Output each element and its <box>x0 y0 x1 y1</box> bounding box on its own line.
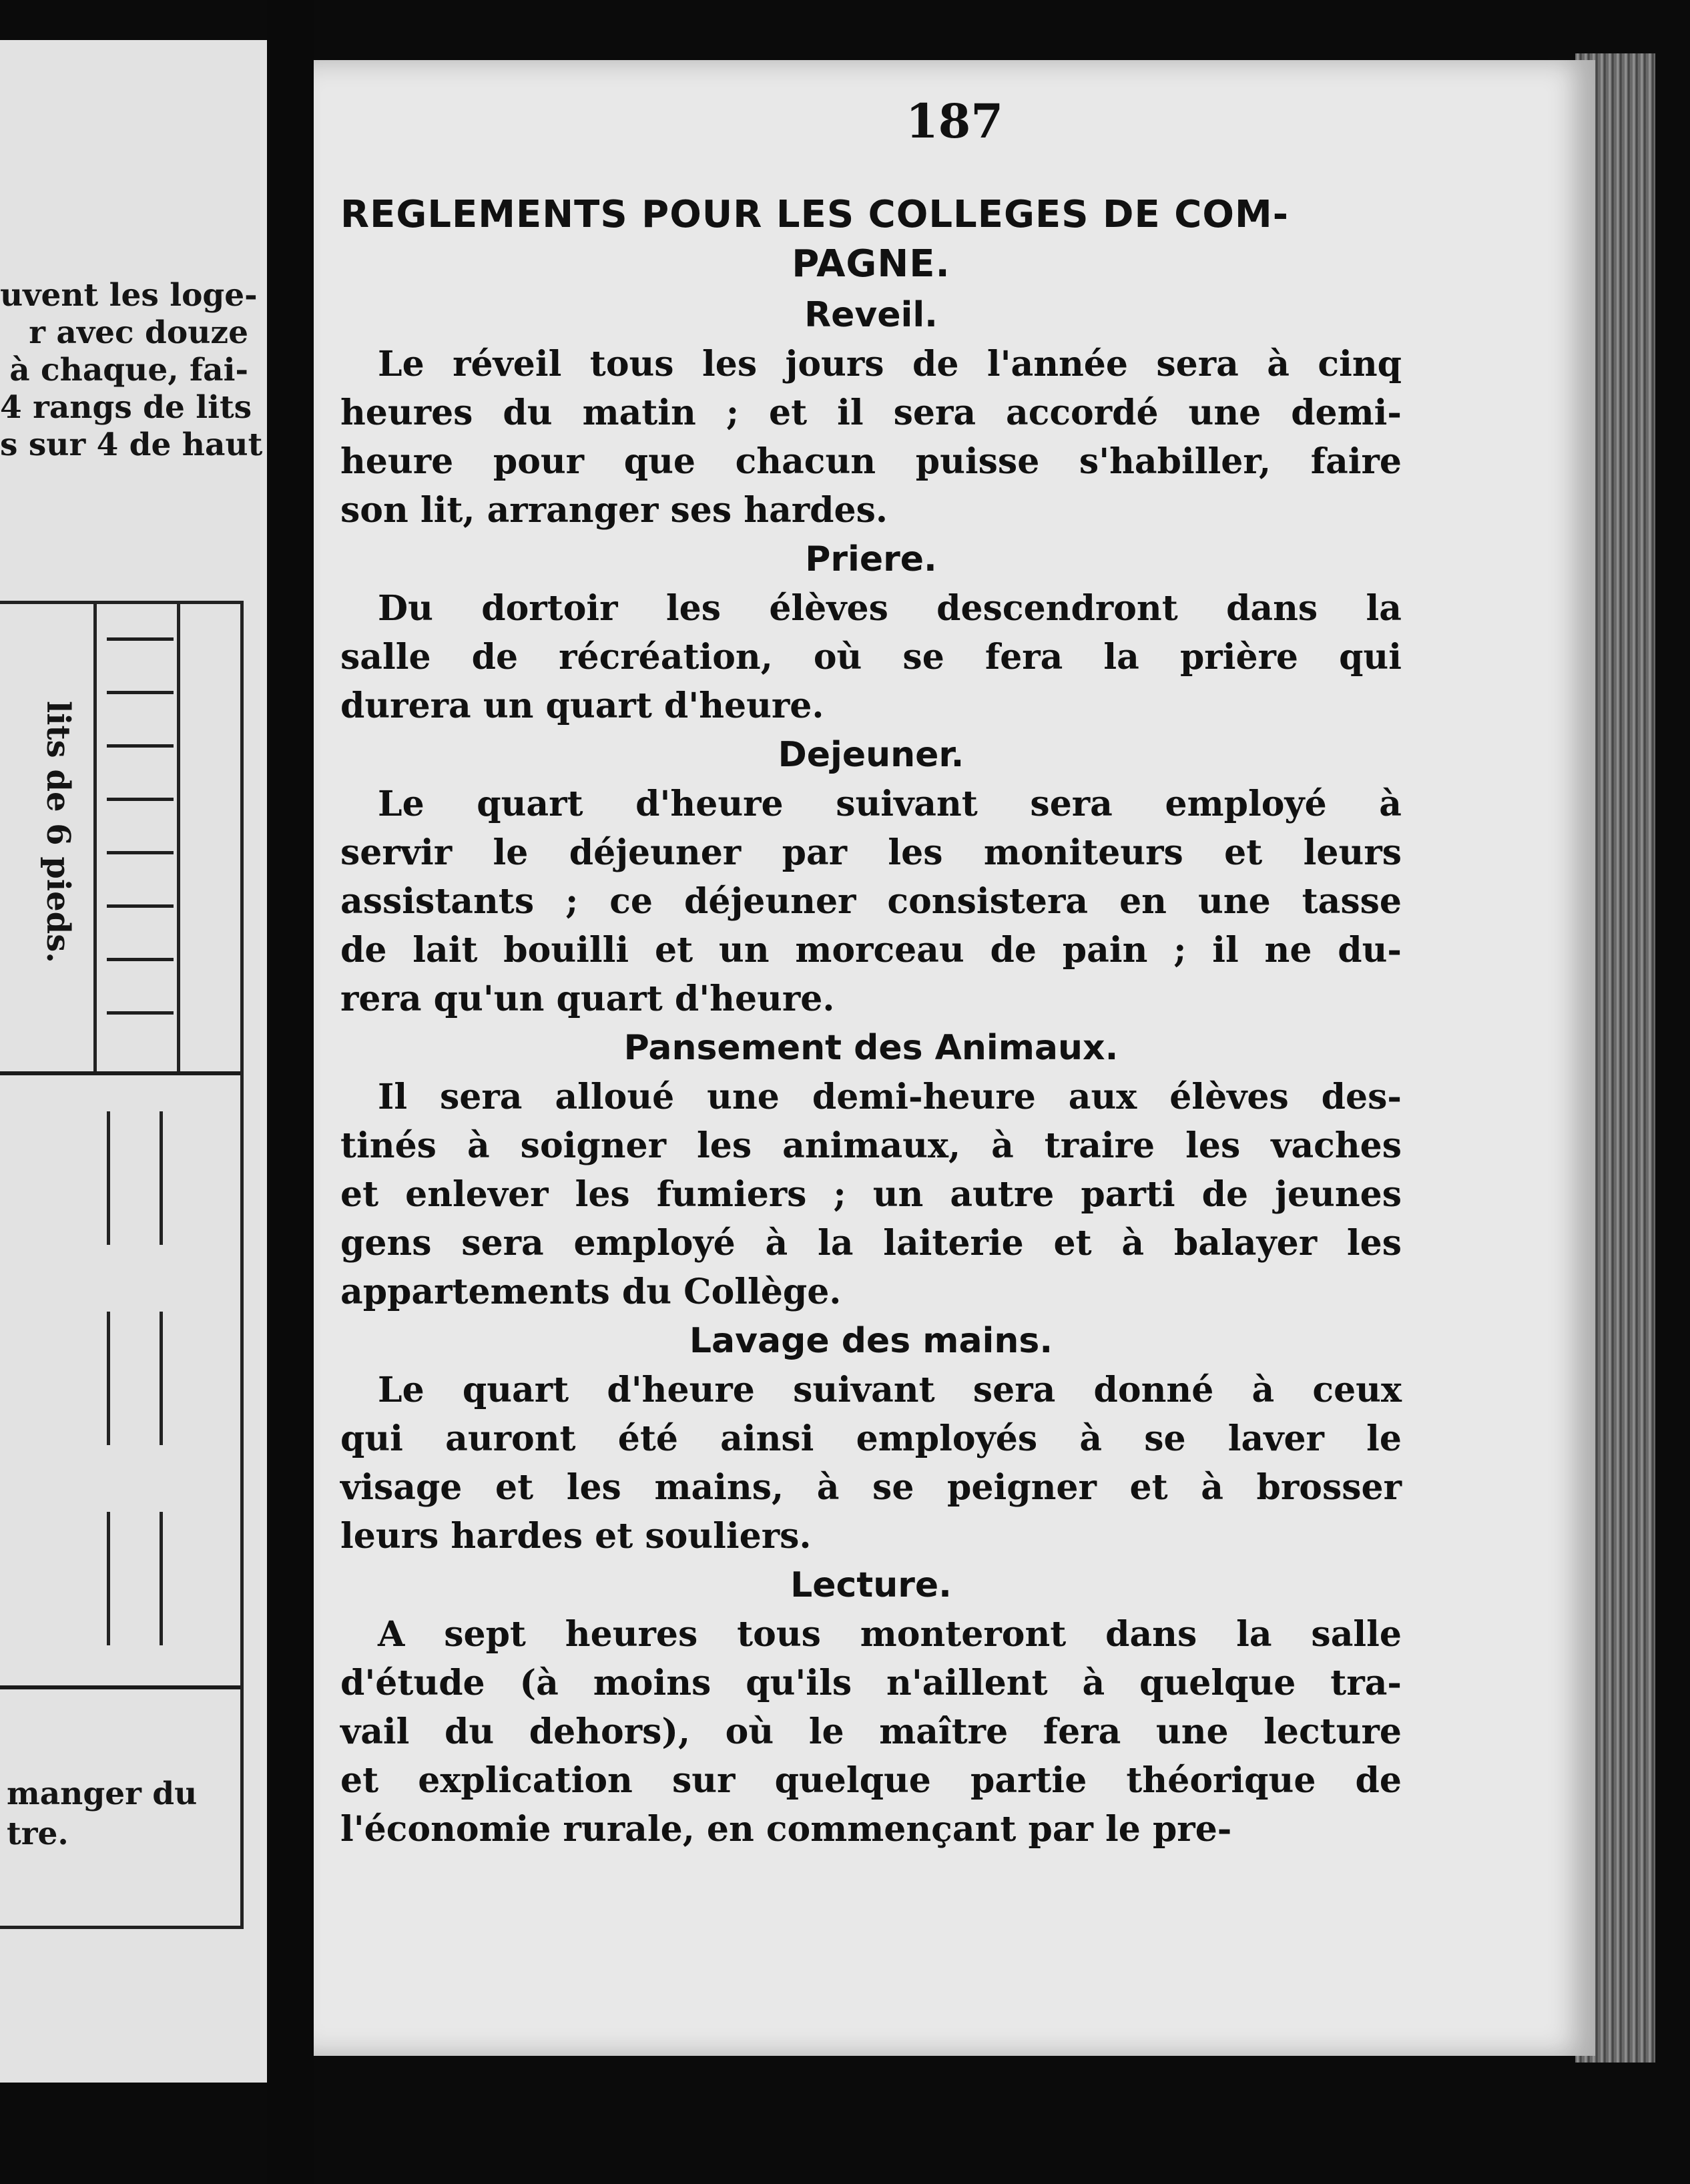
paragraph-line: rera qu'un quart d'heure. <box>340 979 835 1019</box>
page-number: 187 <box>905 93 1004 149</box>
left-line-4: 4 rangs de lits <box>0 389 252 426</box>
paragraph-line: tinés à soigner les animaux, à traire les vaches <box>340 1125 1402 1166</box>
table-dash <box>107 851 174 854</box>
paragraph-line: vail du dehors), où le maître fera une lecture <box>340 1711 1402 1752</box>
paragraph-line: A sept heures tous monteront dans la salle <box>378 1614 1402 1655</box>
paragraph-line: qui auront été ainsi employés à se laver le <box>340 1418 1402 1459</box>
table-dash <box>107 691 174 694</box>
table-dash <box>107 958 174 961</box>
left-bottom-line-2: tre. <box>7 1816 69 1852</box>
paragraph-line: assistants ; ce déjeuner consistera en une tasse <box>340 881 1402 922</box>
paragraph-line: Le quart d'heure suivant sera employé à <box>378 784 1402 824</box>
section-paragraph <box>340 1610 1402 1854</box>
table-dash <box>107 637 174 641</box>
main-page <box>314 60 1595 2056</box>
table-vline <box>177 604 180 1071</box>
section-paragraph <box>340 1366 1402 1561</box>
table-box <box>107 1111 163 1245</box>
table-box <box>107 1512 163 1645</box>
section-heading: Lavage des mains. <box>689 1321 1053 1361</box>
section-heading: Pansement des Animaux. <box>623 1028 1119 1068</box>
table-dash <box>107 744 174 748</box>
left-bottom-line-1: manger du <box>7 1776 198 1812</box>
paragraph-line: Le quart d'heure suivant sera donné à ceux <box>378 1370 1402 1410</box>
table-dash <box>107 1011 174 1015</box>
paragraph-line: heure pour que chacun puisse s'habiller, faire <box>340 441 1402 482</box>
paragraph-line: et explication sur quelque partie théorique de <box>340 1760 1402 1801</box>
page-title <box>340 190 1402 289</box>
table-box <box>107 1312 163 1445</box>
section-paragraph <box>340 780 1402 1023</box>
paragraph-line: heures du matin ; et il sera accordé une demi- <box>340 392 1402 433</box>
vertical-label: lits de 6 pieds. <box>39 701 77 963</box>
book-gutter <box>267 0 314 2184</box>
paragraph-line: leurs hardes et souliers. <box>340 1516 812 1557</box>
paragraph-line: son lit, arranger ses hardes. <box>340 490 888 531</box>
left-line-5: s sur 4 de haut <box>0 427 263 463</box>
paragraph-line: visage et les mains, à se peigner et à brosser <box>340 1467 1402 1508</box>
table-divider <box>0 1071 240 1075</box>
left-line-2: r avec douze <box>29 314 248 351</box>
paragraph-line: et enlever les fumiers ; un autre parti de jeunes <box>340 1174 1402 1215</box>
paragraph-line: durera un quart d'heure. <box>340 686 824 726</box>
paragraph-line: d'étude (à moins qu'ils n'aillent à quelque tra- <box>340 1663 1402 1703</box>
section-paragraph <box>340 340 1402 535</box>
section-heading: Dejeuner. <box>778 735 964 775</box>
table-vline <box>93 604 97 1071</box>
section-heading: Priere. <box>805 539 937 579</box>
title-line-2: PAGNE. <box>792 242 950 286</box>
table-dash <box>107 798 174 801</box>
left-line-3: à chaque, fai- <box>9 352 248 388</box>
left-page-fragment <box>0 40 267 2083</box>
section-paragraph <box>340 1073 1402 1316</box>
paragraph-line: servir le déjeuner par les moniteurs et leurs <box>340 832 1402 873</box>
paragraph-line: l'économie rurale, en commençant par le pre- <box>340 1809 1232 1850</box>
table-dash <box>107 904 174 908</box>
paragraph-line: salle de récréation, où se fera la prière qui <box>340 637 1402 677</box>
paragraph-line: Le réveil tous les jours de l'année sera à cinq <box>378 344 1402 384</box>
paragraph-line: Il sera alloué une demi-heure aux élèves des- <box>378 1077 1402 1117</box>
left-line-1: uvent les loge- <box>0 277 258 314</box>
sections-container <box>340 290 1402 1854</box>
paragraph-line: appartements du Collège. <box>340 1272 842 1312</box>
table-divider <box>0 1685 240 1689</box>
section-paragraph <box>340 584 1402 730</box>
paragraph-line: Du dortoir les élèves descendront dans la <box>378 588 1402 629</box>
title-line-1: REGLEMENTS POUR LES COLLEGES DE COM- <box>340 193 1289 236</box>
page-body <box>340 190 1402 1854</box>
paragraph-line: de lait bouilli et un morceau de pain ; il ne du- <box>340 930 1402 971</box>
paragraph-line: gens sera employé à la laiterie et à balayer les <box>340 1223 1402 1264</box>
section-heading: Reveil. <box>804 295 938 335</box>
section-heading: Lecture. <box>790 1565 952 1605</box>
